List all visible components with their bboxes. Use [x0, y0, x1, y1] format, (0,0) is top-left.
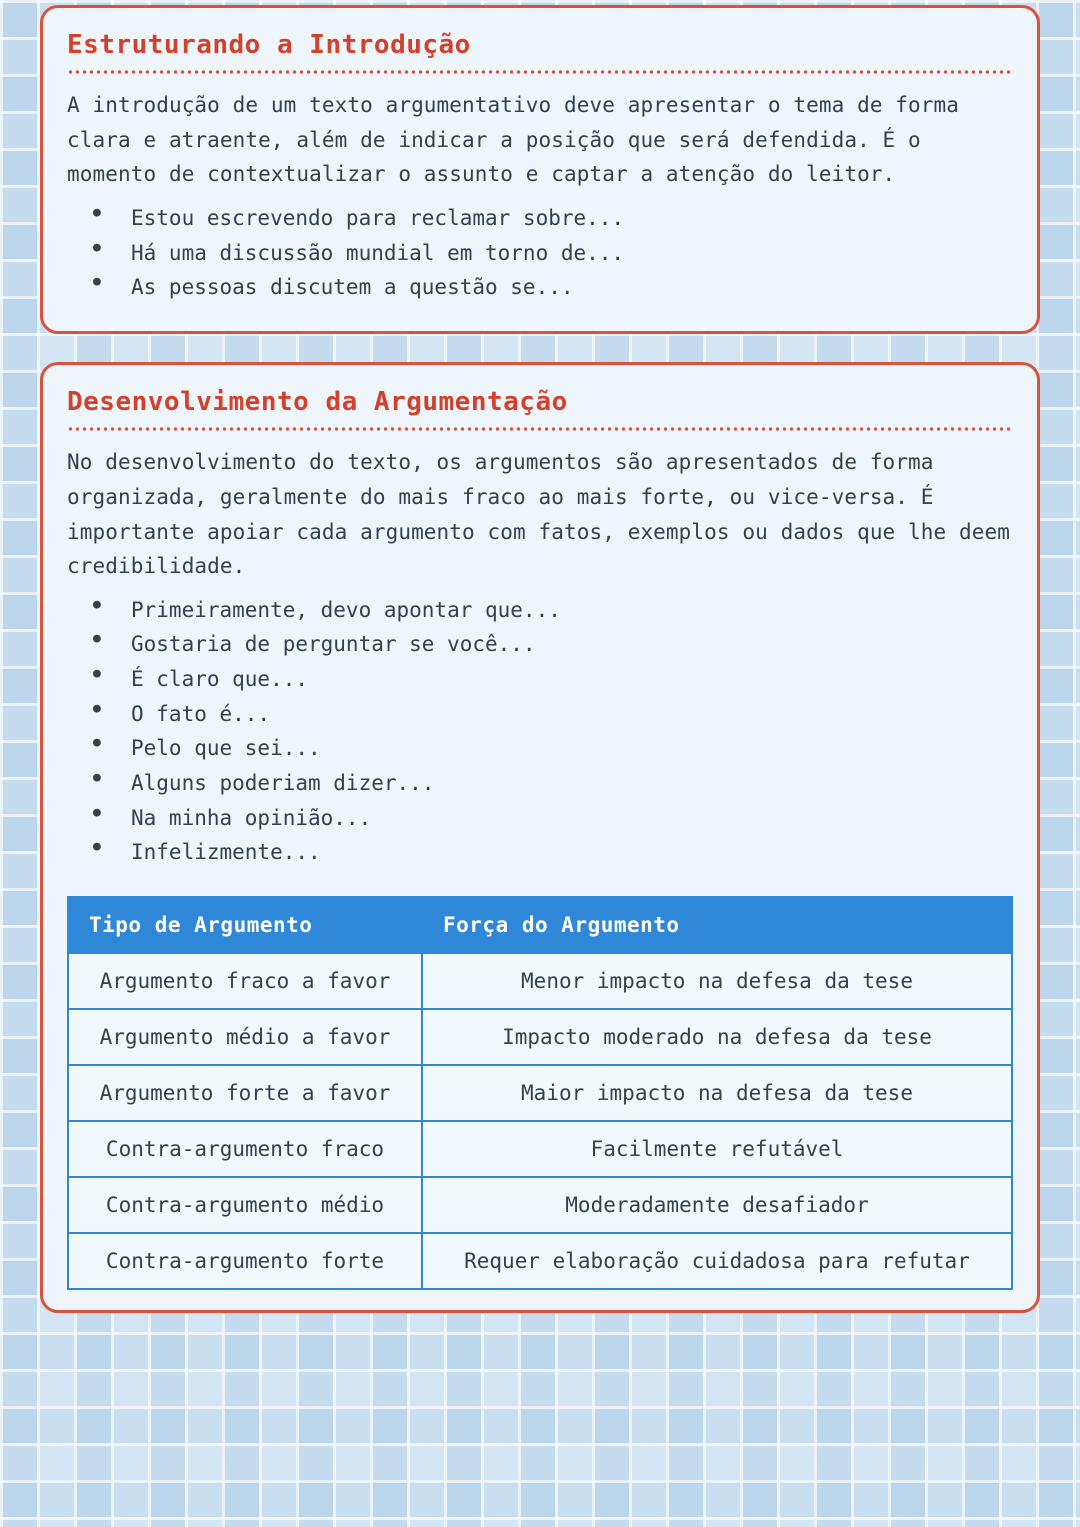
bullet-icon: ● — [93, 666, 101, 682]
bullet-icon: ● — [93, 804, 101, 820]
list-item — [67, 593, 1013, 628]
bullet-icon: ● — [93, 769, 101, 785]
list-item — [67, 835, 1013, 870]
list-item — [67, 662, 1013, 697]
table-cell-forca: Facilmente refutável — [422, 1121, 1012, 1177]
section-card-desenvolvimento — [40, 362, 1040, 1313]
list-item — [67, 697, 1013, 732]
table-row — [68, 1177, 1012, 1233]
section-card-introducao — [40, 5, 1040, 334]
list-item-text: As pessoas discutem a questão se... — [131, 275, 574, 300]
dotted-divider — [67, 70, 1013, 74]
list-item-text: Infelizmente... — [131, 840, 321, 865]
list-item — [67, 627, 1013, 662]
list-item-text: Primeiramente, devo apontar que... — [131, 597, 561, 622]
table-header-forca: Força do Argumento — [422, 897, 1012, 953]
bullet-icon: ● — [93, 735, 101, 751]
list-item-text: Alguns poderiam dizer... — [131, 770, 435, 795]
list-item-text: Na minha opinião... — [131, 805, 372, 830]
argument-table — [67, 896, 1013, 1290]
list-item — [67, 801, 1013, 836]
table-cell-tipo: Contra-argumento médio — [68, 1177, 422, 1233]
table-header-tipo: Tipo de Argumento — [68, 897, 422, 953]
bullet-icon: ● — [93, 239, 101, 255]
table-row — [68, 953, 1012, 1009]
bullet-icon: ● — [93, 596, 101, 612]
table-cell-forca: Impacto moderado na defesa da tese — [422, 1009, 1012, 1065]
section-title: Estruturando a Introdução — [67, 30, 471, 60]
list-item — [67, 270, 1013, 305]
table-cell-tipo: Contra-argumento fraco — [68, 1121, 422, 1177]
list-item-text: É claro que... — [131, 667, 309, 692]
section-paragraph: No desenvolvimento do texto, os argumentos são apresentados de forma organizada, geralmente do mais fraco ao mais forte, ou vice-versa. É importante apoiar cada argumento com fatos, exemplos ou dados que lhe deem credibilidade. — [67, 450, 1010, 579]
table-cell-forca: Moderadamente desafiador — [422, 1177, 1012, 1233]
bullet-icon: ● — [93, 839, 101, 855]
list-item-text: Gostaria de perguntar se você... — [131, 632, 536, 657]
bullet-icon: ● — [93, 631, 101, 647]
table-cell-tipo: Argumento fraco a favor — [68, 953, 422, 1009]
list-item-text: O fato é... — [131, 701, 271, 726]
dotted-divider — [67, 427, 1013, 431]
table-header-row — [68, 897, 1012, 953]
table-cell-tipo: Contra-argumento forte — [68, 1233, 422, 1289]
table-cell-tipo: Argumento forte a favor — [68, 1065, 422, 1121]
table-cell-tipo: Argumento médio a favor — [68, 1009, 422, 1065]
table-row — [68, 1009, 1012, 1065]
table-cell-forca: Maior impacto na defesa da tese — [422, 1065, 1012, 1121]
table-row — [68, 1065, 1012, 1121]
list-item-text: Pelo que sei... — [131, 736, 321, 761]
section-title: Desenvolvimento da Argumentação — [67, 387, 568, 418]
list-item — [67, 731, 1013, 766]
bullet-list — [67, 201, 1013, 305]
bullet-icon: ● — [93, 274, 101, 290]
section-paragraph: A introdução de um texto argumentativo deve apresentar o tema de forma clara e atraente, além de indicar a posição que será defendida. É o momento de contextualizar o assunto e captar a atenção do leitor. — [67, 93, 960, 187]
table-row — [68, 1121, 1012, 1177]
bullet-icon: ● — [93, 205, 101, 221]
list-item — [67, 201, 1013, 236]
list-item-text: Estou escrevendo para reclamar sobre... — [131, 206, 625, 231]
list-item — [67, 766, 1013, 801]
table-cell-forca: Menor impacto na defesa da tese — [422, 953, 1012, 1009]
list-item — [67, 236, 1013, 271]
table-cell-forca: Requer elaboração cuidadosa para refutar — [422, 1233, 1012, 1289]
table-row — [68, 1233, 1012, 1289]
bullet-icon: ● — [93, 700, 101, 716]
list-item-text: Há uma discussão mundial em torno de... — [131, 240, 625, 265]
bullet-list — [67, 593, 1013, 870]
